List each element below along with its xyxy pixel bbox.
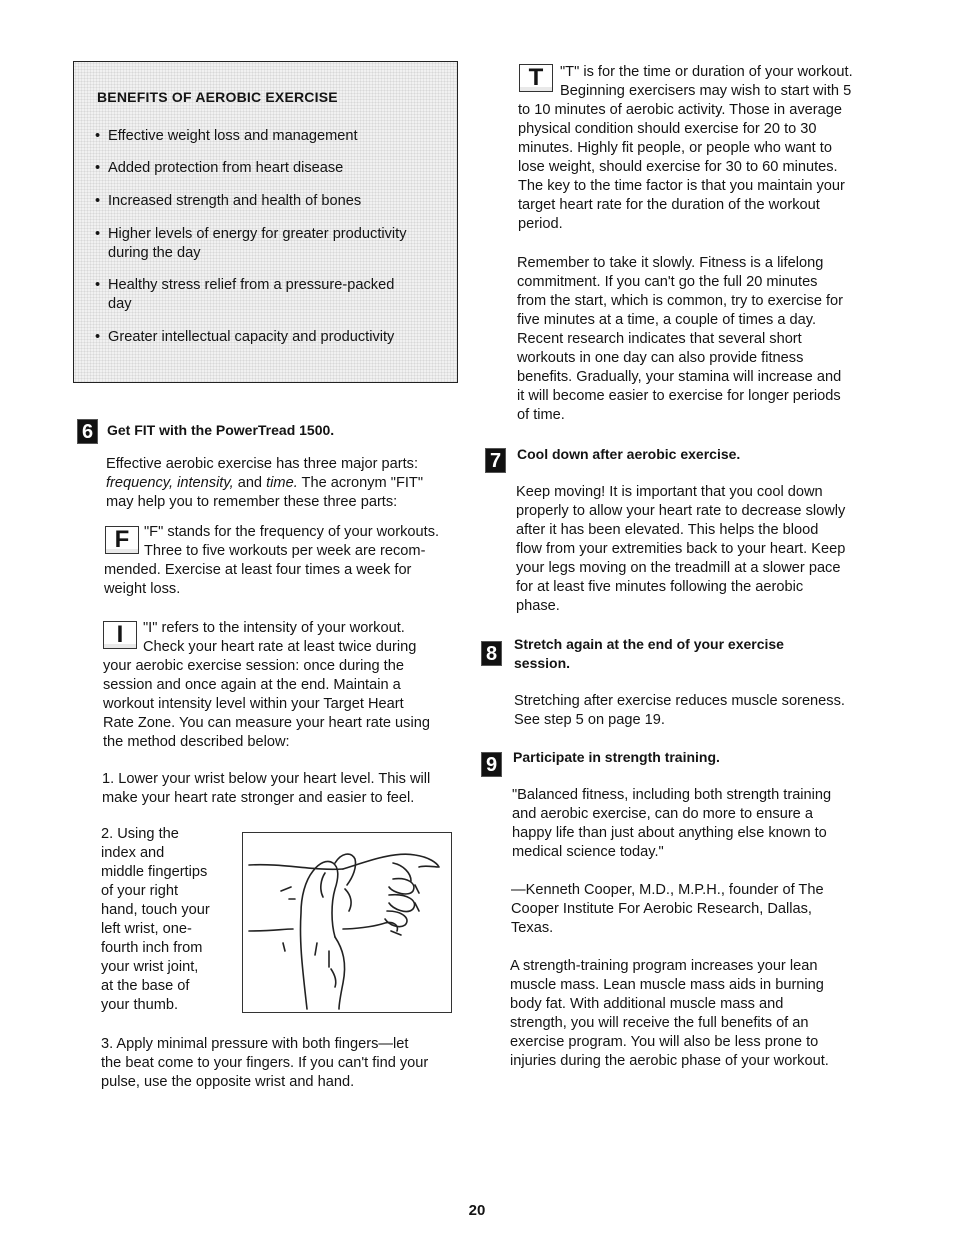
method-2: 2. Using the index and middle fingertips of your right hand, touch your left wrist, one- fourth inch from your wrist joint, at the base of your thumb. — [101, 826, 210, 1013]
bullet-icon: • — [95, 329, 101, 345]
step-9-title: Participate in strength training. — [513, 749, 720, 765]
f-first-line: "F" stands for the frequency of your workouts. — [144, 524, 440, 540]
f-second-line: Three to five workouts per week are recom- — [144, 543, 426, 559]
f-letter-icon: F — [105, 526, 139, 554]
benefit-item: • Greater intellectual capacity and productivity — [95, 329, 395, 345]
bullet-icon: • — [95, 277, 101, 293]
step-6-title: Get FIT with the PowerTread 1500. — [107, 422, 335, 438]
step-9-attribution: —Kenneth Cooper, M.D., M.P.H., founder of The Cooper Institute For Aerobic Research, Dallas, Texas. — [511, 882, 824, 936]
bullet-icon: • — [95, 128, 101, 144]
benefit-item: • Healthy stress relief from a pressure-packed day — [95, 277, 395, 312]
page-number: 20 — [468, 1202, 486, 1219]
benefit-item: • Effective weight loss and management — [95, 128, 358, 144]
i-line: the method described below: — [103, 734, 290, 750]
step-8-badge: 8 — [481, 641, 502, 666]
t-line: period. — [518, 216, 563, 232]
i-line: session and once again at the end. Maintain a — [103, 677, 401, 693]
i-second-line: Check your heart rate at least twice during — [143, 639, 417, 655]
i-letter-icon: I — [103, 621, 137, 649]
step-6-badge: 6 — [77, 419, 98, 444]
i-first-line: "I" refers to the intensity of your workout. — [143, 620, 405, 636]
t-letter-icon: T — [519, 64, 553, 92]
i-line: workout intensity level within your Target Heart — [103, 696, 404, 712]
step-6-intro: Effective aerobic exercise has three major parts: frequency, intensity, and time. The acronym "FIT" may help you to remember these three parts: — [106, 456, 424, 510]
step-9-paragraph: A strength-training program increases your lean muscle mass. Lean muscle mass aids in burning body fat. With additional muscle mass and strength, you will receive the full benefits of an exercise program. You will also be less prone to injuries during the aerobic phase of your workout. — [510, 958, 829, 1069]
bullet-icon: • — [95, 160, 101, 176]
step-7-badge: 7 — [485, 448, 506, 473]
method-1: 1. Lower your wrist below your heart level. This will make your heart rate stronger and easier to feel. — [102, 771, 431, 806]
benefit-item: • Added protection from heart disease — [95, 160, 344, 176]
method-3: 3. Apply minimal pressure with both fingers—let the beat come to your fingers. If you can't find your pulse, use the opposite wrist and hand. — [101, 1036, 429, 1090]
t-line: minutes. Highly fit people, or people who want to — [518, 140, 832, 156]
step-7-title: Cool down after aerobic exercise. — [517, 446, 741, 462]
bullet-icon: • — [95, 193, 101, 209]
bullet-icon: • — [95, 226, 101, 242]
t-line: physical condition should exercise for 20 to 30 — [518, 121, 817, 137]
t-line: to 10 minutes of aerobic activity. Those in average — [518, 102, 842, 118]
benefits-box — [73, 61, 458, 383]
i-line: Rate Zone. You can measure your heart rate using — [103, 715, 430, 731]
t-second-line: Beginning exercisers may wish to start with 5 — [560, 83, 852, 99]
hand-on-wrist-icon — [243, 833, 450, 1011]
t-line: target heart rate for the duration of the workout — [518, 197, 820, 213]
t-line: The key to the time factor is that you maintain your — [518, 178, 845, 194]
benefit-item: • Increased strength and health of bones — [95, 193, 362, 209]
step-9-badge: 9 — [481, 752, 502, 777]
benefits-title: BENEFITS OF AEROBIC EXERCISE — [97, 89, 338, 105]
step-9-quote: "Balanced fitness, including both strength training and aerobic exercise, can do more to ensure a happy life than just about anything else known to medical science today." — [512, 787, 832, 860]
f-fourth-line: weight loss. — [104, 581, 181, 597]
i-line: your aerobic exercise session: once during the — [103, 658, 404, 674]
step-8-title: Stretch again at the end of your exercise session. — [514, 636, 784, 671]
pulse-check-illustration — [242, 832, 452, 1013]
step-8-paragraph: Stretching after exercise reduces muscle soreness. See step 5 on page 19. — [514, 693, 845, 728]
remember-paragraph: Remember to take it slowly. Fitness is a lifelong commitment. If you can't go the full 20 minutes from the start, which is common, try to exercise for five minutes at a time, a couple of times a day. Recent research indicates that several short workouts in one day can also provide fitness benefits. Gradually, your stamina will increase and it will become easier to exercise for longer periods of time. — [517, 255, 844, 423]
benefit-item: • Higher levels of energy for greater productivity during the day — [95, 226, 407, 261]
t-first-line: "T" is for the time or duration of your workout. — [560, 64, 853, 80]
f-third-line: mended. Exercise at least four times a week for — [104, 562, 412, 578]
t-line: lose weight, should exercise for 30 to 60 minutes. — [518, 159, 838, 175]
step-7-paragraph: Keep moving! It is important that you cool down properly to allow your heart rate to decrease slowly after it has been elevated. This helps the blood flow from your extremities back to your heart. Keep your legs moving on the treadmill at a slower pace for at least five minutes following the aerobic phase. — [516, 484, 846, 614]
